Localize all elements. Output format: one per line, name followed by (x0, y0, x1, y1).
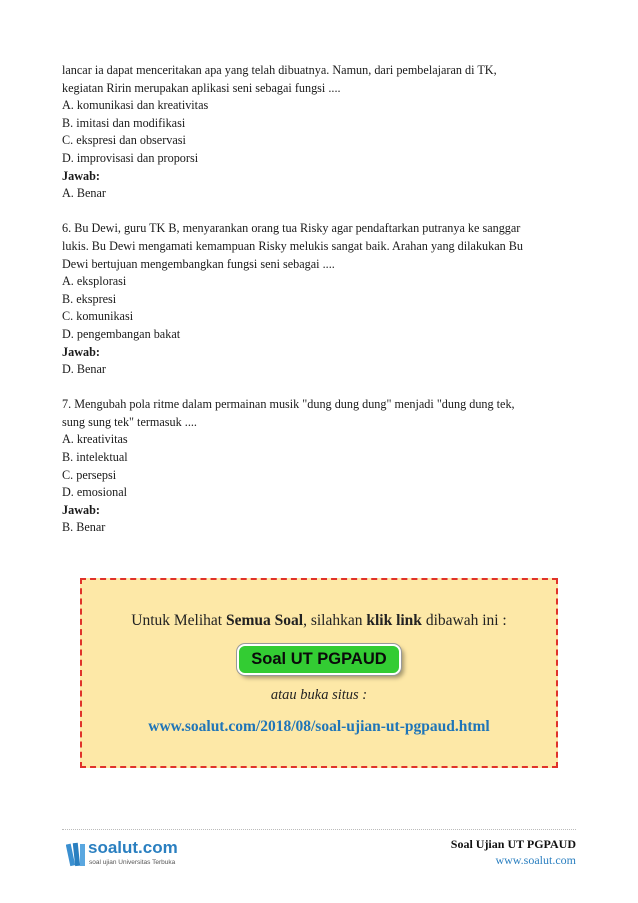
answer-label: Jawab: (62, 168, 100, 183)
option-d: D. emosional (62, 485, 127, 500)
option-b: B. intelektual (62, 450, 128, 465)
option-c: C. ekspresi dan observasi (62, 133, 186, 148)
question-6-line: 6. Bu Dewi, guru TK B, menyarankan orang tua Risky agar pendaftarkan putranya ke sanggar (62, 221, 521, 236)
promo-bold-text: klik link (366, 612, 422, 629)
promo-url-link[interactable]: www.soalut.com/2018/08/soal-ujian-ut-pgpaud.html (148, 718, 490, 735)
soal-ut-pgpaud-button[interactable]: Soal UT PGPAUD (237, 644, 400, 675)
promo-text: Untuk Melihat (131, 612, 226, 629)
promo-text: , silahkan (303, 612, 367, 629)
question-7-line: 7. Mengubah pola ritme dalam permainan musik "dung dung dung" menjadi "dung dung tek, (62, 397, 515, 412)
promo-headline (82, 612, 556, 630)
answer-value: B. Benar (62, 520, 106, 535)
book-stack-icon (66, 840, 88, 870)
logo-wordmark: soalut.com (88, 838, 178, 857)
promo-box (80, 578, 558, 768)
answer-label: Jawab: (62, 344, 100, 359)
promo-alt-text: atau buka situs : (270, 687, 368, 703)
question-6-line: Dewi bertujuan mengembangkan fungsi seni sebagai .... (62, 256, 335, 271)
option-a: A. kreativitas (62, 432, 128, 447)
option-b: B. imitasi dan modifikasi (62, 115, 186, 130)
footer-divider (62, 829, 576, 830)
question-6-line: lukis. Bu Dewi mengamati kemampuan Risky melukis sangat baik. Arahan yang dilakukan Bu (62, 238, 524, 253)
option-a: A. komunikasi dan kreativitas (62, 98, 209, 113)
question-7-line: sung sung tek" termasuk .... (62, 414, 197, 429)
option-c: C. persepsi (62, 467, 117, 482)
document-body (62, 62, 582, 537)
option-c: C. komunikasi (62, 309, 134, 324)
question-text-line: lancar ia dapat menceritakan apa yang telah dibuatnya. Namun, dari pembelajaran di TK, (62, 63, 497, 77)
answer-value: A. Benar (62, 186, 106, 201)
option-b: B. ekspresi (62, 291, 117, 306)
option-d: D. improvisasi dan proporsi (62, 150, 199, 165)
promo-bold-text: Semua Soal (225, 612, 304, 629)
spacer (62, 203, 582, 221)
answer-value: D. Benar (62, 362, 106, 377)
spacer (62, 379, 582, 397)
soalut-logo (66, 838, 206, 872)
logo-tagline: soal ujian Universitas Terbuka (89, 859, 176, 866)
promo-text: dibawah ini : (421, 612, 507, 629)
option-a: A. eksplorasi (62, 274, 127, 289)
answer-label: Jawab: (62, 502, 100, 517)
footer-title: Soal Ujian UT PGPAUD (450, 837, 576, 851)
question-text-line: kegiatan Ririn merupakan aplikasi seni sebagai fungsi .... (62, 80, 341, 95)
option-d: D. pengembangan bakat (62, 326, 181, 341)
footer-site-link[interactable]: www.soalut.com (495, 853, 576, 867)
footer-info (451, 836, 576, 868)
